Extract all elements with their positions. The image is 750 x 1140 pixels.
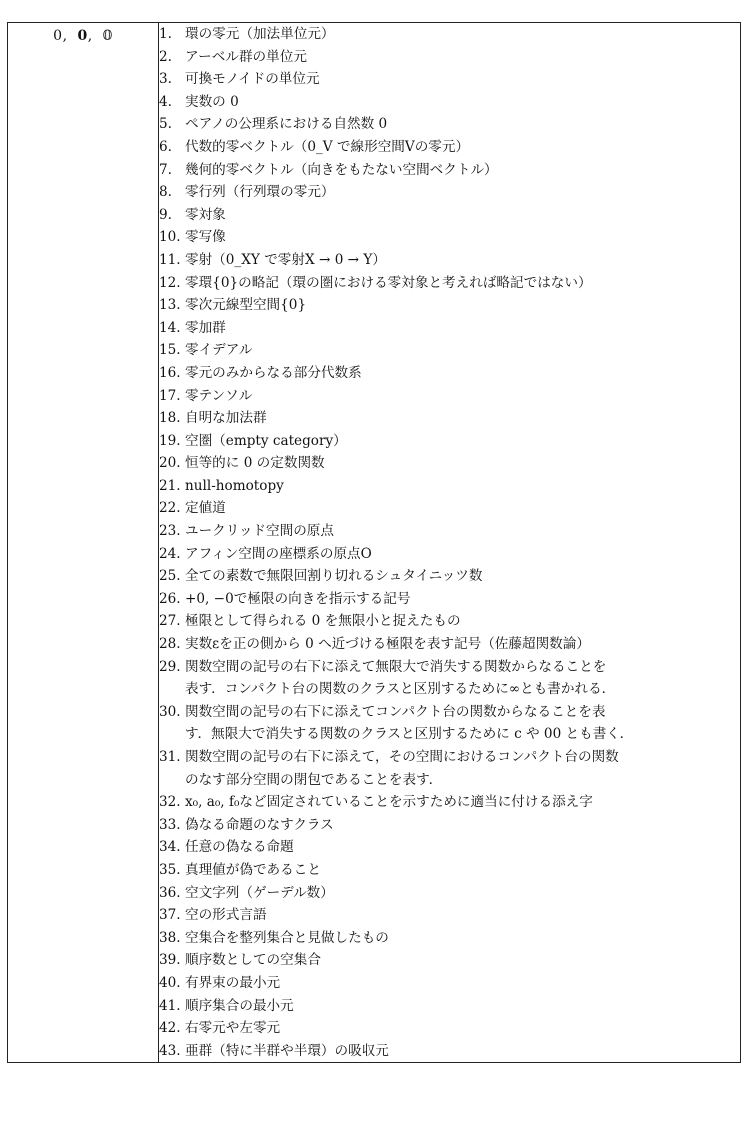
- list-item: [159, 610, 740, 633]
- meanings-cell: [159, 23, 741, 1063]
- item-text: 実数の 0: [185, 93, 239, 110]
- list-item: [159, 1040, 740, 1063]
- item-text: 零次元線型空間{0}: [185, 297, 307, 314]
- list-item: [159, 46, 740, 69]
- item-text: 実数εを正の側から 0 へ近づける極限を表す記号（佐藤超関数論）: [185, 636, 590, 653]
- list-item: [159, 407, 740, 430]
- item-number: 23.: [159, 523, 181, 540]
- list-item: [159, 949, 740, 972]
- symbol-separator: ,: [87, 28, 93, 44]
- list-item: [159, 204, 740, 227]
- item-text: 零テンソル: [185, 387, 253, 404]
- table-row: [8, 23, 741, 1063]
- item-number: 2.: [159, 48, 172, 65]
- list-item: [159, 543, 740, 566]
- item-number: 20.: [159, 455, 181, 472]
- item-number: 3.: [159, 71, 172, 88]
- item-number: 1.: [159, 26, 172, 42]
- item-number: 34.: [159, 839, 181, 856]
- item-number: 8.: [159, 184, 172, 201]
- item-number: 39.: [159, 952, 181, 969]
- item-text: 空圏（empty category）: [185, 432, 347, 449]
- item-number: 36.: [159, 884, 181, 901]
- item-number: 37.: [159, 907, 181, 924]
- item-text: アーベル群の単位元: [185, 48, 307, 65]
- item-number: 43.: [159, 1042, 181, 1059]
- list-item: [159, 339, 740, 362]
- item-text: +0, −0で極限の向きを指示する記号: [185, 590, 411, 607]
- item-number: 13.: [159, 297, 181, 314]
- item-text: 亜群（特に半群や半環）の吸収元: [185, 1042, 389, 1059]
- item-number: 5.: [159, 116, 172, 133]
- item-text: null-homotopy: [185, 477, 284, 494]
- item-number: 11.: [159, 251, 181, 268]
- list-item: [159, 68, 740, 91]
- item-text: 任意の偽なる命題: [185, 839, 294, 856]
- item-number: 7.: [159, 161, 172, 178]
- list-item: [159, 995, 740, 1018]
- list-item: [159, 927, 740, 950]
- zero-meanings-table: [7, 22, 741, 1063]
- symbol-bold-zero: 0: [77, 28, 88, 44]
- item-text: 空集合を整列集合と見做したもの: [185, 929, 389, 946]
- list-item: [159, 91, 740, 114]
- item-number: 26.: [159, 590, 181, 607]
- list-item: [159, 904, 740, 927]
- list-item: [159, 497, 740, 520]
- item-text: 右零元や左零元: [185, 1020, 281, 1037]
- meanings-list: [159, 23, 740, 1062]
- item-number: 21.: [159, 477, 181, 494]
- list-item: [159, 656, 740, 701]
- item-text: 代数的零ベクトル（0_V で線形空間Vの零元）: [185, 138, 470, 155]
- item-number: 6.: [159, 138, 172, 155]
- item-number: 16.: [159, 364, 181, 381]
- item-text: 自明な加法群: [185, 410, 267, 427]
- item-text: 零対象: [185, 206, 226, 223]
- item-number: 30.: [159, 703, 181, 720]
- item-text: 順序数としての空集合: [185, 952, 321, 969]
- symbol-separator: ,: [62, 28, 68, 44]
- list-item: [159, 226, 740, 249]
- item-text: 関数空間の記号の右下に添えてコンパクト台の関数からなることを表 す．無限大で消失する関数のクラスと区別するために c や 00 とも書く．: [185, 703, 634, 743]
- item-number: 28.: [159, 636, 181, 653]
- item-number: 42.: [159, 1020, 181, 1037]
- item-number: 14.: [159, 319, 181, 336]
- item-text: 環の零元（加法単位元）: [185, 26, 335, 42]
- list-item: [159, 136, 740, 159]
- list-item: [159, 272, 740, 295]
- item-text: 関数空間の記号の右下に添えて，その空間におけるコンパクト台の関数 のなす部分空間の閉包であることを表す．: [185, 749, 619, 788]
- item-text: 零行列（行列環の零元）: [185, 184, 335, 201]
- item-text: 空文字列（ゲーデル数）: [185, 884, 334, 901]
- item-text: 零元のみからなる部分代数系: [185, 364, 362, 381]
- item-number: 4.: [159, 93, 172, 110]
- item-number: 33.: [159, 816, 181, 833]
- item-text: 全ての素数で無限回割り切れるシュタイニッツ数: [185, 568, 483, 585]
- list-item: [159, 791, 740, 814]
- item-text: 零イデアル: [185, 342, 253, 359]
- item-text: 関数空間の記号の右下に添えて無限大で消失する関数からなることを 表す．コンパクト台の関数のクラスと区別するために∞とも書かれる．: [185, 658, 616, 698]
- list-item: [159, 181, 740, 204]
- item-text: 定値道: [185, 500, 226, 517]
- list-item: [159, 452, 740, 475]
- item-number: 18.: [159, 410, 181, 427]
- item-number: 22.: [159, 500, 181, 517]
- item-number: 12.: [159, 274, 181, 291]
- item-number: 40.: [159, 974, 181, 991]
- list-item: [159, 362, 740, 385]
- list-item: [159, 836, 740, 859]
- item-number: 25.: [159, 568, 181, 585]
- zero-symbols: [8, 23, 158, 46]
- item-text: 零環{0}の略記（環の圏における零対象と考えれば略記ではない）: [185, 274, 592, 291]
- list-item: [159, 588, 740, 611]
- item-text: 順序集合の最小元: [185, 997, 294, 1014]
- item-text: ユークリッド空間の原点: [185, 523, 334, 540]
- item-text: 零射（0_XY で零射X → 0 → Y）: [185, 251, 386, 268]
- list-item: [159, 859, 740, 882]
- list-item: [159, 565, 740, 588]
- item-number: 31.: [159, 749, 181, 765]
- item-number: 15.: [159, 342, 181, 359]
- list-item: [159, 972, 740, 995]
- list-item: [159, 113, 740, 136]
- list-item: [159, 430, 740, 453]
- item-text: アフィン空間の座標系の原点O: [185, 545, 372, 562]
- item-text: ペアノの公理系における自然数 0: [185, 116, 388, 133]
- item-number: 24.: [159, 545, 181, 562]
- item-text: 偽なる命題のなすクラス: [185, 816, 334, 833]
- item-number: 10.: [159, 229, 181, 246]
- list-item: [159, 701, 740, 746]
- list-item: [159, 385, 740, 408]
- list-item: [159, 317, 740, 340]
- symbol-double-struck-zero: 𝟘: [102, 28, 113, 44]
- item-number: 9.: [159, 206, 172, 223]
- item-number: 32.: [159, 794, 181, 811]
- list-item: [159, 23, 740, 46]
- list-item: [159, 882, 740, 905]
- list-item: [159, 746, 740, 791]
- item-text: x₀, a₀, f₀など固定されていることを示すために適当に付ける添え字: [185, 794, 593, 811]
- item-text: 有界束の最小元: [185, 974, 281, 991]
- list-item: [159, 294, 740, 317]
- list-item: [159, 1017, 740, 1040]
- item-text: 零加群: [185, 319, 226, 336]
- item-text: 真理値が偽であること: [185, 861, 321, 878]
- item-number: 27.: [159, 613, 181, 630]
- list-item: [159, 475, 740, 498]
- item-number: 38.: [159, 929, 181, 946]
- list-item: [159, 159, 740, 182]
- item-number: 29.: [159, 658, 181, 675]
- item-number: 35.: [159, 861, 181, 878]
- symbol-cell: [8, 23, 159, 1063]
- symbol-plain-zero: 0: [53, 28, 63, 44]
- list-item: [159, 249, 740, 272]
- list-item: [159, 814, 740, 837]
- item-number: 41.: [159, 997, 181, 1014]
- item-text: 可換モノイドの単位元: [185, 71, 320, 88]
- item-text: 幾何的零ベクトル（向きをもたない空間ベクトル）: [185, 161, 498, 178]
- item-text: 零写像: [185, 229, 226, 246]
- list-item: [159, 520, 740, 543]
- item-text: 恒等的に 0 の定数関数: [185, 455, 325, 472]
- item-text: 空の形式言語: [185, 907, 267, 924]
- item-text: 極限として得られる 0 を無限小と捉えたもの: [185, 613, 461, 630]
- item-number: 17.: [159, 387, 181, 404]
- item-number: 19.: [159, 432, 181, 449]
- list-item: [159, 633, 740, 656]
